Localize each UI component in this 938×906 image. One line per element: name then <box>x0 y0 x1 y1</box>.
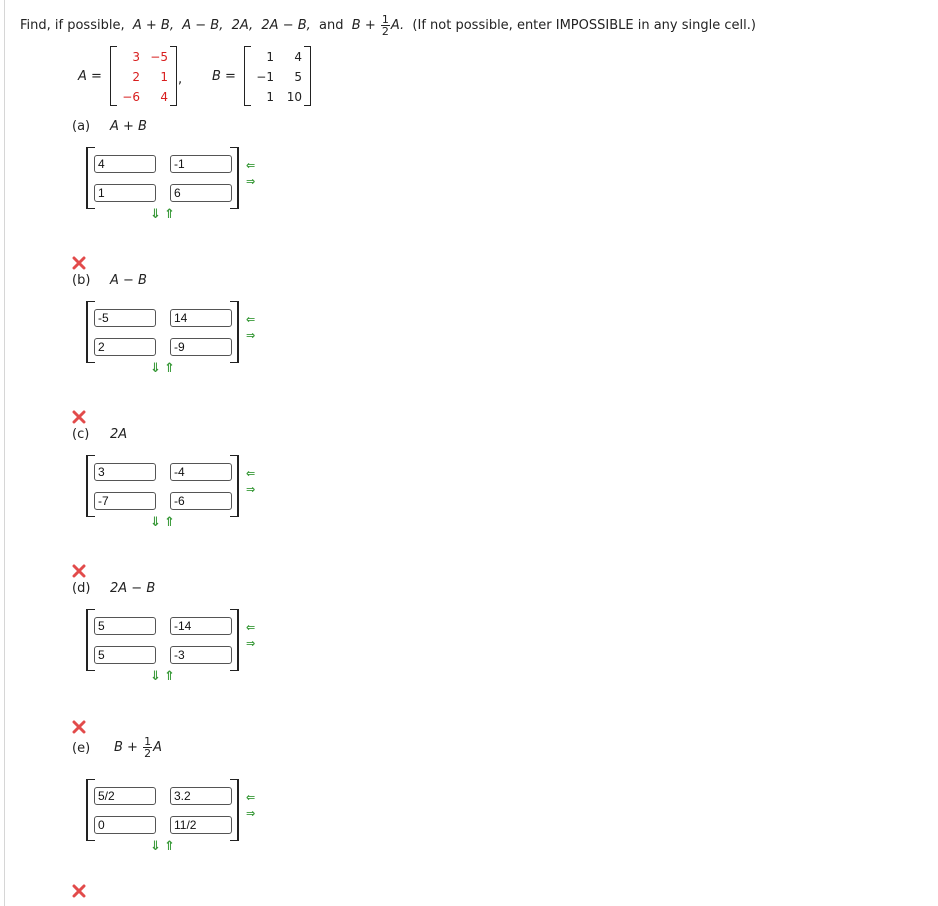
matrix-a-cell: 4 <box>160 90 168 104</box>
matrix-answer-input[interactable]: 2 <box>94 338 156 356</box>
prompt-expr-scalar: 2A, <box>231 18 254 33</box>
matrix-answer-input[interactable]: 6 <box>170 184 232 202</box>
prompt-after-frac: A. <box>390 18 405 33</box>
matrix-answer-input[interactable]: 5 <box>94 617 156 635</box>
matrix-answer-input[interactable]: 3.2 <box>170 787 232 805</box>
prompt-expr-half: B + <box>351 18 376 33</box>
down-arrow-icon[interactable]: ⇓ <box>150 839 161 854</box>
matrix-answer-input[interactable]: 4 <box>94 155 156 173</box>
matrix-answer-input[interactable]: 5/2 <box>94 787 156 805</box>
part-expression: A + B <box>110 119 147 134</box>
matrix-answer-input[interactable]: 1 <box>94 184 156 202</box>
down-arrow-icon[interactable]: ⇓ <box>150 669 161 684</box>
matrix-answer-input[interactable]: -4 <box>170 463 232 481</box>
matrix-answer-input[interactable]: -7 <box>94 492 156 510</box>
matrix-a-cell: −6 <box>122 90 140 104</box>
matrix-b-right-bracket <box>304 46 311 106</box>
matrix-answer-input[interactable]: -5 <box>94 309 156 327</box>
x-mark-icon <box>72 256 86 270</box>
left-arrow-icon[interactable]: ⇐ <box>246 467 256 480</box>
left-arrow-icon[interactable]: ⇐ <box>246 159 256 172</box>
prompt-fraction: $\frac{1}{2}$ <box>381 13 389 38</box>
right-arrow-icon[interactable]: ⇒ <box>246 807 256 820</box>
part-expr-fraction: $\frac{1}{2}$ <box>144 735 152 760</box>
question-prompt <box>20 14 756 37</box>
x-mark-icon <box>72 410 86 424</box>
matrix-answer-input[interactable]: -9 <box>170 338 232 356</box>
matrix-a-cell: 1 <box>160 70 168 84</box>
matrix-b-cell: −1 <box>256 70 274 84</box>
matrix-answer-input[interactable]: 14 <box>170 309 232 327</box>
part-expression: A − B <box>110 273 147 288</box>
up-arrow-icon[interactable]: ⇑ <box>164 515 175 530</box>
matrix-b-cell: 5 <box>294 70 302 84</box>
part-letter: (e) <box>72 741 91 756</box>
matrix-answer-input[interactable]: -3 <box>170 646 232 664</box>
part-expr-post: A <box>153 740 162 755</box>
prompt-expr-diff: A − B, <box>182 18 224 33</box>
left-arrow-icon[interactable]: ⇐ <box>246 621 256 634</box>
up-arrow-icon[interactable]: ⇑ <box>164 361 175 376</box>
down-arrow-icon[interactable]: ⇓ <box>150 515 161 530</box>
matrix-a-comma: , <box>178 72 183 87</box>
part-letter: (c) <box>72 427 90 442</box>
x-mark-icon <box>72 720 86 734</box>
matrix-b-cell: 1 <box>266 50 274 64</box>
matrix-a-cell: −5 <box>150 50 168 64</box>
right-arrow-icon[interactable]: ⇒ <box>246 175 256 188</box>
prompt-lead: Find, if possible, <box>20 18 125 33</box>
matrix-b-cell: 4 <box>294 50 302 64</box>
right-arrow-icon[interactable]: ⇒ <box>246 329 256 342</box>
prompt-and: and <box>319 18 344 33</box>
part-expr-pre: B + <box>114 740 138 755</box>
matrix-answer-input[interactable]: -1 <box>170 155 232 173</box>
matrix-b-cell: 10 <box>286 90 302 104</box>
matrix-a-label: A = <box>78 69 102 84</box>
matrix-answer-input[interactable]: 3 <box>94 463 156 481</box>
up-arrow-icon[interactable]: ⇑ <box>164 669 175 684</box>
part-letter: (a) <box>72 119 91 134</box>
part-letter: (d) <box>72 581 91 596</box>
x-mark-icon <box>72 884 86 898</box>
matrix-a-cell: 3 <box>132 50 140 64</box>
prompt-expr-sum: A + B, <box>132 18 174 33</box>
down-arrow-icon[interactable]: ⇓ <box>150 207 161 222</box>
x-mark-icon <box>72 564 86 578</box>
matrix-a-right-bracket <box>170 46 177 106</box>
matrix-answer-input[interactable]: 11/2 <box>170 816 232 834</box>
up-arrow-icon[interactable]: ⇑ <box>164 839 175 854</box>
matrix-b-label: B = <box>212 69 236 84</box>
matrix-answer-input[interactable]: 0 <box>94 816 156 834</box>
matrix-answer-input[interactable]: -6 <box>170 492 232 510</box>
part-expression: 2A − B <box>110 581 156 596</box>
part-expression <box>114 736 162 759</box>
matrix-answer-input[interactable]: -14 <box>170 617 232 635</box>
up-arrow-icon[interactable]: ⇑ <box>164 207 175 222</box>
down-arrow-icon[interactable]: ⇓ <box>150 361 161 376</box>
page-left-border <box>4 0 5 906</box>
left-arrow-icon[interactable]: ⇐ <box>246 791 256 804</box>
right-arrow-icon[interactable]: ⇒ <box>246 637 256 650</box>
left-arrow-icon[interactable]: ⇐ <box>246 313 256 326</box>
prompt-note: (If not possible, enter IMPOSSIBLE in any single cell.) <box>412 18 756 33</box>
part-expression: 2A <box>110 427 128 442</box>
right-arrow-icon[interactable]: ⇒ <box>246 483 256 496</box>
matrix-answer-input[interactable]: 5 <box>94 646 156 664</box>
part-letter: (b) <box>72 273 91 288</box>
matrix-b-cell: 1 <box>266 90 274 104</box>
matrix-a-cell: 2 <box>132 70 140 84</box>
prompt-expr-combo: 2A − B, <box>261 18 311 33</box>
